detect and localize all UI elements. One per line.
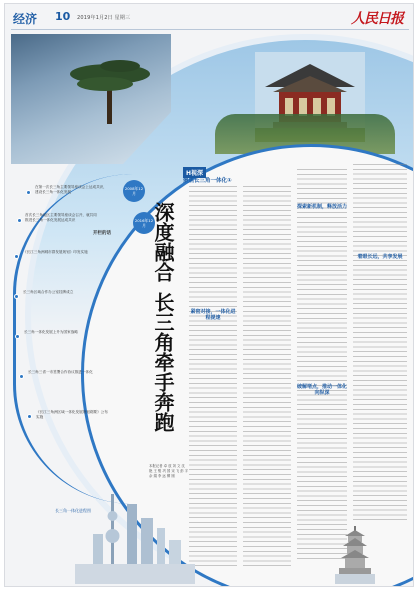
column-kicker: 开栏的话 [93, 231, 111, 236]
article-column-1 [189, 186, 237, 566]
timeline-arc [13, 174, 153, 504]
issue-date: 2019年1月2日 星期三 [77, 15, 131, 21]
section-head: 破解堵点，推动一体化向纵深 [297, 384, 348, 396]
section-head: 探索新机制，释放活力 [297, 204, 348, 210]
section-head: 着眼长远，共享发展 [357, 254, 403, 260]
byline: 本报记者 卓 放 刘 文 沈 艳 王 骏 巩 国 宋 飞 彭 宇 余 娟 李 远 柳 刚 [149, 464, 189, 478]
newspaper-page [4, 3, 414, 587]
timeline-entry: 长三角一体化发展上升为国家战略 [24, 330, 78, 334]
timeline-dot [14, 254, 19, 259]
timeline-year-bubble: 2016年12月 [133, 212, 155, 234]
timeline-caption: 长三角一体化进程图 [55, 508, 91, 513]
headline [141, 202, 185, 462]
timeline-entry: 长三角三省一市签署合作协议推进一体化 [28, 370, 93, 374]
timeline-entry: 《长江三角洲区域一体化发展规划纲要》公布实施 [36, 410, 108, 419]
timeline-year-bubble: 2008年12月 [123, 180, 145, 202]
series-title: 聚焦长三角一体化① [183, 178, 232, 184]
page-number: 10 [55, 10, 71, 23]
article-column-3 [297, 169, 347, 559]
feature-tag: H视深 [183, 167, 206, 178]
timeline-entry: 《长江三角洲城市群发展规划》印发实施 [23, 250, 88, 254]
headline-line-1: 深度融合 [151, 202, 175, 282]
article-column-2 [243, 186, 291, 566]
timeline-dot [14, 294, 19, 299]
timeline-dot [15, 334, 20, 339]
masthead [11, 8, 409, 30]
article-column-4 [353, 164, 407, 524]
section-title: 经济 [13, 12, 38, 26]
timeline-dot [26, 190, 31, 195]
headline-line-2: 长三角牵手奔跑 [151, 292, 175, 432]
newspaper-logo: 人民日报 [351, 11, 403, 27]
timeline-entry: 首次长三角地区主要领导座谈会召开，就共同推进长三角一体化发展达成共识 [25, 213, 97, 222]
pagoda-illustration [335, 524, 375, 584]
timeline-entry: 长三角区域合作办公室挂牌成立 [23, 290, 74, 294]
timeline-entry: 在第一次长三角主要领导座谈会上达成共识，建设长三角一体化发展 [35, 185, 107, 194]
timeline-dot [17, 218, 22, 223]
section-head: 紧密对接，一体化进程提速 [190, 309, 236, 321]
timeline-dot [27, 414, 32, 419]
timeline-dot [19, 374, 24, 379]
pine-tree-illustration [65, 54, 155, 124]
city-skyline-illustration [75, 484, 195, 584]
